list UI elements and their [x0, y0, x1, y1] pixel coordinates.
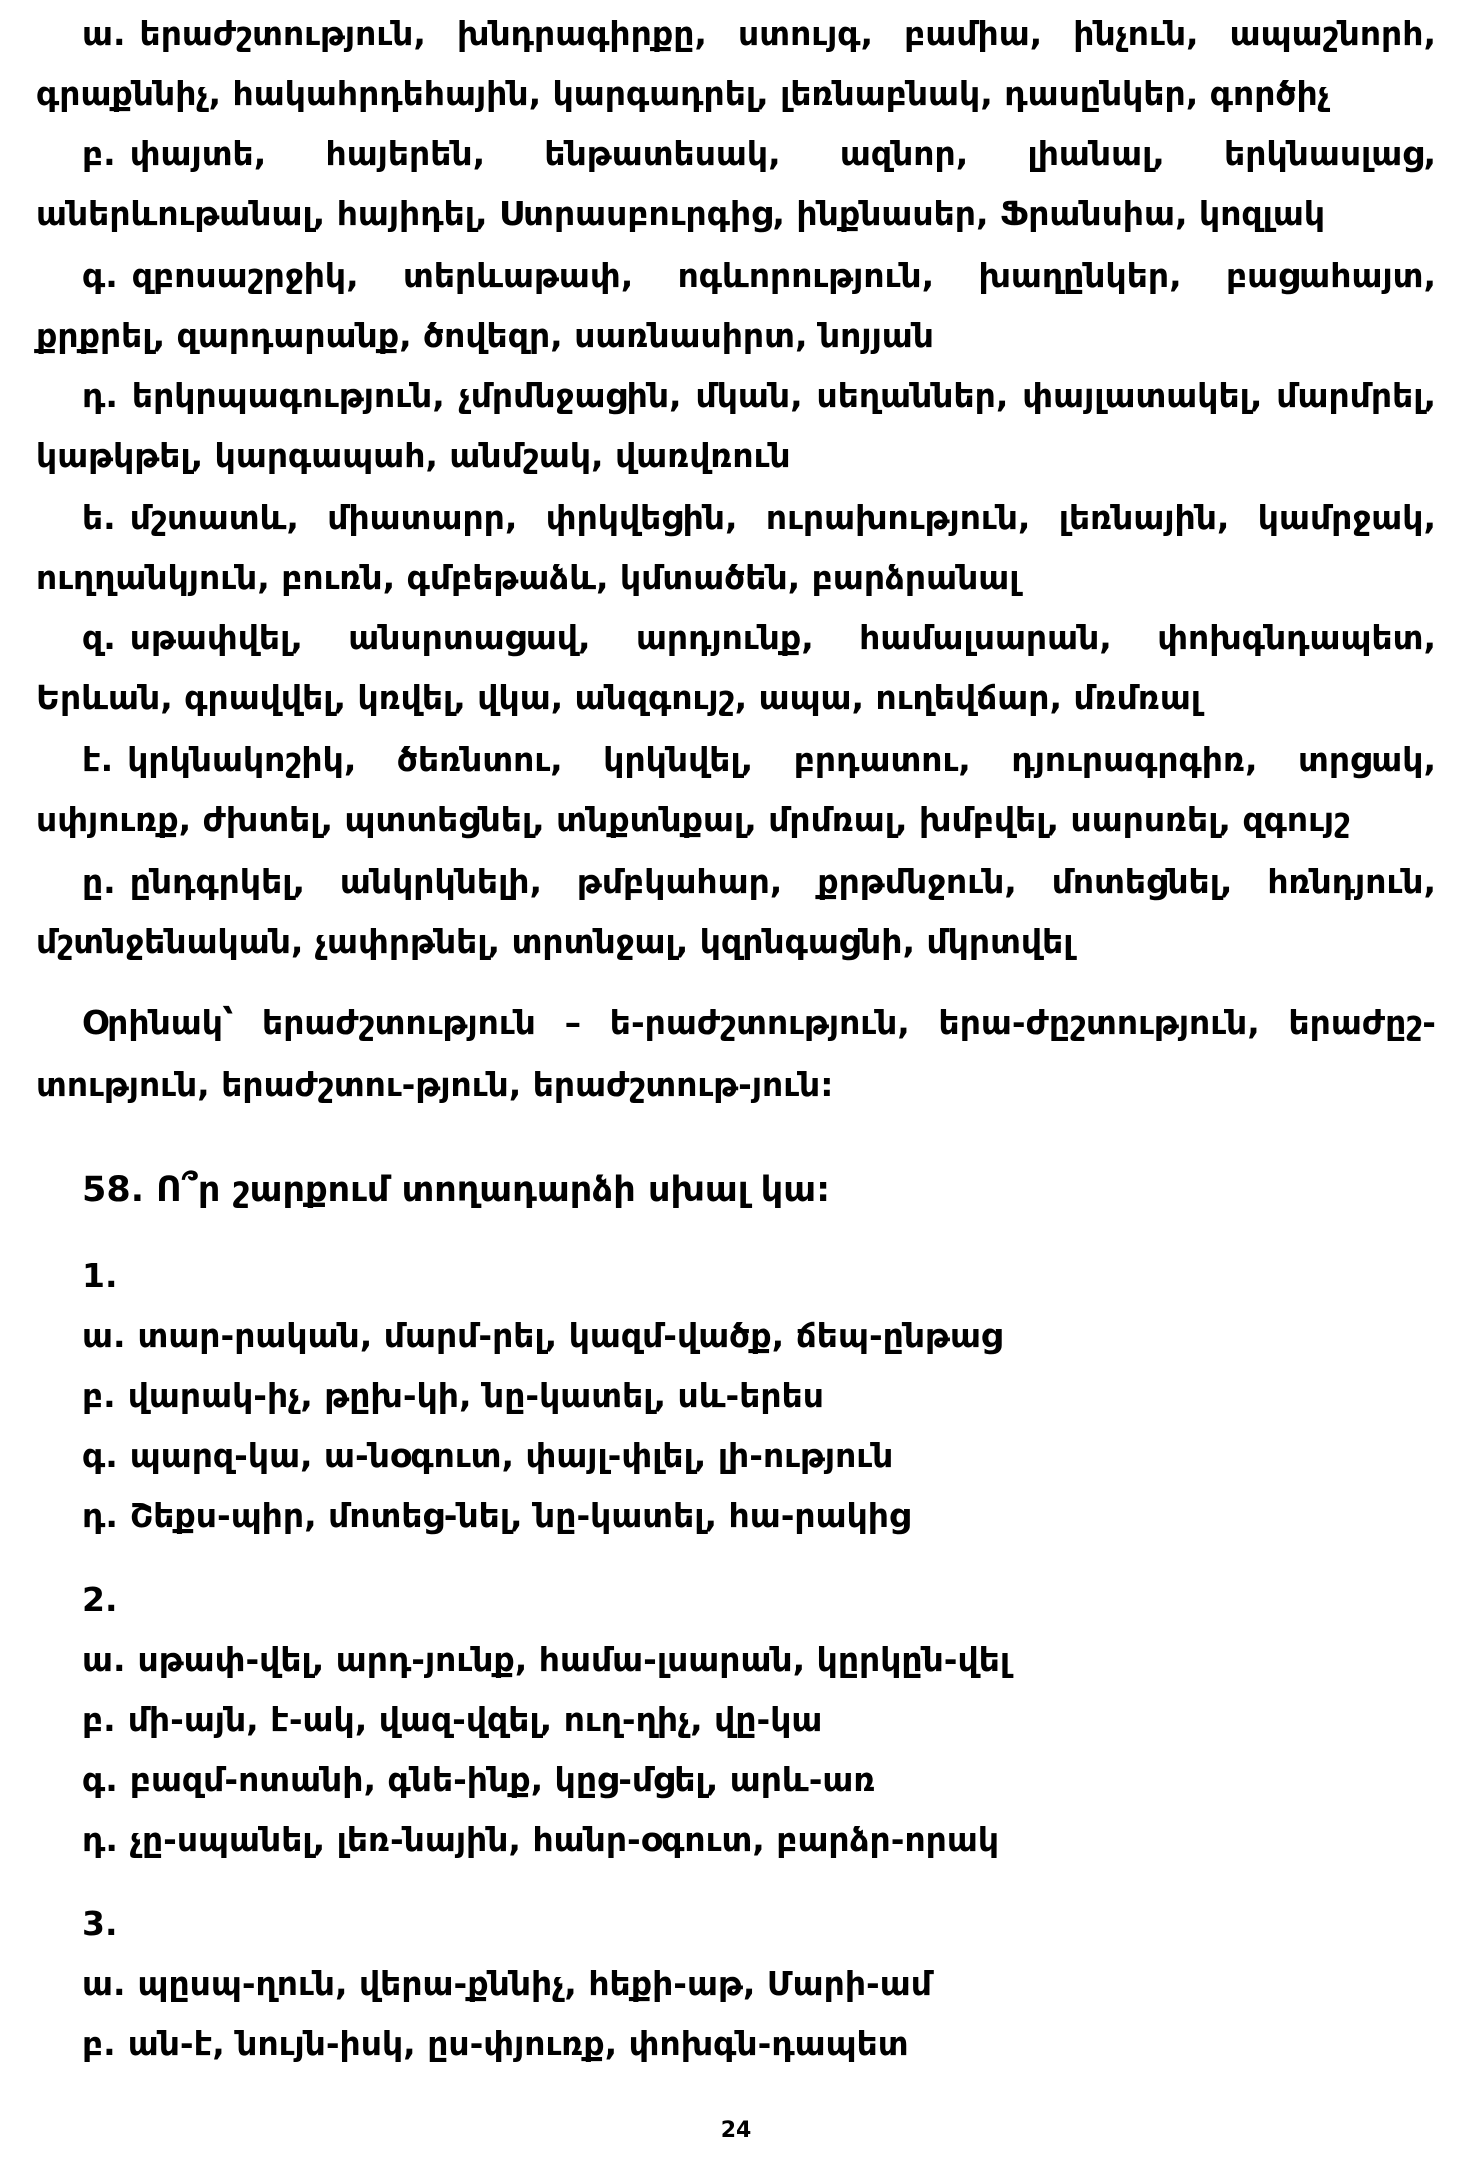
option-text: կրկնակոշիկ, ծեռնտու, կրկնվել, բրդատու, դյուրագրգիռ, տրցակ,	[127, 740, 1436, 779]
option-letter: է.	[82, 740, 114, 779]
option-text: բազմ-ոտանի, գնե-ինք, կըց-մցել, արև-առ	[129, 1760, 876, 1799]
option-line: Երևան, գրավվել, կռվել, վկա, անզգույշ, ապա, ուղեվճար, մռմռալ	[36, 678, 1202, 717]
sub-option	[82, 1640, 1010, 1679]
sub-option	[82, 1316, 1002, 1355]
option-y	[36, 852, 1436, 972]
option-letter: դ.	[82, 376, 118, 415]
page-number: 24	[720, 2118, 752, 2143]
option-text: սթափ-վել, արդ-յունք, համա-լսարան, կըրկըն-վել	[137, 1640, 1011, 1679]
option-letter: բ.	[82, 2024, 116, 2063]
option-text: սթափվել, անսրտացավ, արդյունք, համալսարան, փոխգնդապետ,	[129, 618, 1436, 657]
sub-option	[82, 1964, 932, 2003]
option-letter: բ.	[82, 1376, 116, 1415]
question-heading: 58. Ո՞ր շարքում տողադարձի սխալ կա:	[82, 1170, 831, 1210]
option-d	[36, 366, 1436, 486]
option-c	[36, 246, 1436, 366]
option-e	[36, 488, 1436, 608]
option-text: ընդգրկել, անկրկնելի, թմբկահար, քրթմնջուն, մոտեցնել, հռնդյուն,	[129, 862, 1436, 901]
option-letter: դ.	[82, 1496, 118, 1535]
option-line: մշտնջենական, չափրթնել, տրտնջալ, կզրնգացնի, մկրտվել	[36, 922, 1074, 961]
option-a	[36, 4, 1436, 124]
option-text: տար-րական, մարմ-րել, կազմ-վածք, ճեպ-ընթաց	[137, 1316, 1003, 1355]
option-line	[36, 366, 1436, 426]
option-text: վարակ-իչ, թըխ-կի, նը-կատել, սև-երես	[127, 1376, 824, 1415]
option-text: երկրպագություն, չմրմնջացին, մկան, սեղաններ, փայլատակել, մարմրել,	[131, 376, 1436, 415]
option-line: քրքրել, զարդարանք, ծովեզր, սառնասիրտ, նոյյան	[36, 316, 934, 355]
example-line: տություն, երաժշտու-թյուն, երաժշտութ-յուն:	[36, 1065, 834, 1104]
option-letter: բ.	[82, 1700, 116, 1739]
option-line	[36, 608, 1436, 668]
group-number: 1.	[82, 1256, 118, 1295]
option-line	[36, 730, 1436, 790]
option-text: պըսպ-ղուն, վերա-քննիչ, հեքի-աթ, Մարի-ամ	[137, 1964, 932, 2003]
option-letter: գ.	[82, 256, 118, 295]
option-text: մշտատև, միատարր, փրկվեցին, ուրախություն, լեռնային, կամրջակ,	[129, 498, 1436, 537]
option-letter: ա.	[82, 1640, 126, 1679]
option-text: Շեքս-պիր, մոտեց-նել, նը-կատել, հա-րակից	[129, 1496, 911, 1535]
sub-option	[82, 1820, 999, 1859]
option-letter: ը.	[82, 862, 116, 901]
option-line: կաթկթել, կարգապահ, անմշակ, վառվռուն	[36, 436, 791, 475]
option-text: փայտե, հայերեն, ենթատեսակ, ազնոր, լիանալ, երկնասլաց,	[129, 134, 1436, 173]
option-text: պարզ-կա, ա-նօգուտ, փայլ-փլել, լի-ություն	[129, 1436, 894, 1475]
option-letter: ա.	[82, 14, 126, 53]
option-letter: բ.	[82, 134, 116, 173]
option-line: աներևութանալ, հայիդել, Ստրասբուրգից, ինքնասեր, Ֆրանսիա, կոզլակ	[36, 194, 1326, 233]
sub-option	[82, 2024, 909, 2063]
option-text: ան-է, նույն-իսկ, ըս-փյուռք, փոխգն-դապետ	[127, 2024, 909, 2063]
sub-option	[82, 1700, 822, 1739]
option-text: երաժշտություն, խնդրագիրքը, ստույգ, բամիա, ինչուն, ապաշնորհ,	[139, 14, 1436, 53]
group-number: 2.	[82, 1580, 118, 1619]
option-line	[36, 246, 1436, 306]
option-letter: գ.	[82, 1436, 118, 1475]
option-line	[36, 124, 1436, 184]
option-line	[36, 4, 1436, 64]
example-paragraph	[36, 992, 1436, 1116]
option-line	[36, 488, 1436, 548]
option-letter: զ.	[82, 618, 116, 657]
option-text: զբոսաշրջիկ, տերևաթափ, ոգևորություն, խաղընկեր, բացահայտ,	[131, 256, 1436, 295]
option-line: սփյուռք, ժխտել, պտտեցնել, տնքտնքալ, մրմռալ, խմբվել, սարսռել, զգույշ	[36, 800, 1351, 839]
option-b	[36, 124, 1436, 244]
sub-option	[82, 1436, 893, 1475]
option-text: մի-այն, է-ակ, վազ-վզել, ուղ-ղիչ, վը-կա	[127, 1700, 823, 1739]
option-line	[36, 852, 1436, 912]
option-letter: ա.	[82, 1316, 126, 1355]
sub-option	[82, 1496, 910, 1535]
sub-option	[82, 1760, 875, 1799]
option-letter: ա.	[82, 1964, 126, 2003]
example-line: Օրինակ՝ երաժշտություն – ե-րաժշտություն, երա-ժըշտություն, երաժըշ-	[82, 1003, 1436, 1042]
option-z	[36, 608, 1436, 728]
option-eh	[36, 730, 1436, 850]
option-letter: դ.	[82, 1820, 118, 1859]
option-line: գրաքննիչ, հակահրդեհային, կարգադրել, լեռնաբնակ, դասընկեր, գործիչ	[36, 74, 1330, 113]
option-letter: ե.	[82, 498, 116, 537]
option-line: ուղղանկյուն, բուռն, գմբեթաձև, կմտածեն, բարձրանալ	[36, 558, 1020, 597]
sub-option	[82, 1376, 824, 1415]
group-number: 3.	[82, 1904, 118, 1943]
option-letter: գ.	[82, 1760, 118, 1799]
option-text: չը-սպանել, լեռ-նային, հանր-օգուտ, բարձր-որակ	[129, 1820, 1000, 1859]
